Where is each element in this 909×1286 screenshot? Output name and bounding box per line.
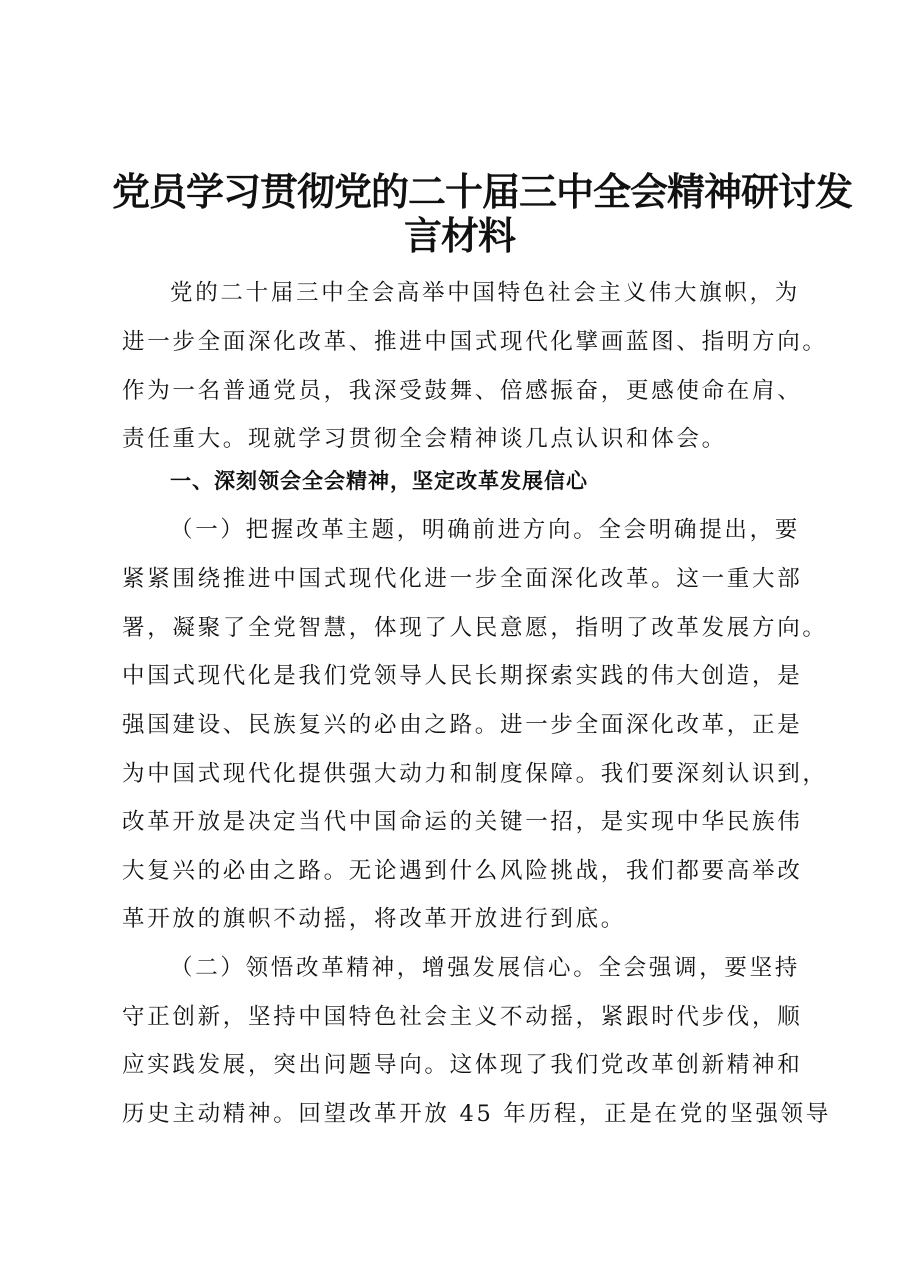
sub2-line-1: （二）领悟改革精神，增强发展信心。全会强调，要坚持 — [170, 955, 801, 981]
intro-line-4: 责任重大。现就学习贯彻全会精神谈几点认识和体会。 — [122, 426, 727, 452]
sub2-line-3: 应实践发展，突出问题导向。这体现了我们党改革创新精神和 — [122, 1052, 803, 1078]
sub1-line-2: 紧紧围绕推进中国式现代化进一步全面深化改革。这一重大部 — [122, 566, 803, 592]
document-title-line-1: 党员学习贯彻党的二十届三中全会精神研讨发 — [112, 169, 853, 214]
sub2-line-4: 历史主动精神。回望改革开放 45 年历程，正是在党的坚强领导 — [122, 1101, 831, 1127]
sub1-line-3: 署，凝聚了全党智慧，体现了人民意愿，指明了改革发展方向。 — [122, 615, 828, 641]
intro-line-1: 党的二十届三中全会高举中国特色社会主义伟大旗帜，为 — [170, 280, 801, 306]
document-title-line-2: 言材料 — [403, 213, 515, 258]
sub1-line-9: 革开放的旗帜不动摇，将改革开放进行到底。 — [122, 906, 627, 932]
sub1-line-8: 大复兴的必由之路。无论遇到什么风险挑战，我们都要高举改 — [122, 858, 803, 884]
sub1-line-5: 强国建设、民族复兴的必由之路。进一步全面深化改革，正是 — [122, 712, 803, 738]
sub2-line-2: 守正创新，坚持中国特色社会主义不动摇，紧跟时代步伐，顺 — [122, 1004, 803, 1030]
intro-line-3: 作为一名普通党员，我深受鼓舞、倍感振奋，更感使命在肩、 — [122, 378, 803, 404]
sub1-line-6: 为中国式现代化提供强大动力和制度保障。我们要深刻认识到， — [122, 761, 828, 787]
section-1-heading: 一、深刻领会全会精神，坚定改革发展信心 — [170, 469, 588, 493]
sub1-line-7: 改革开放是决定当代中国命运的关键一招，是实现中华民族伟 — [122, 809, 803, 835]
sub1-line-4: 中国式现代化是我们党领导人民长期探索实践的伟大创造，是 — [122, 663, 803, 689]
intro-line-2: 进一步全面深化改革、推进中国式现代化擘画蓝图、指明方向。 — [122, 329, 828, 355]
sub1-line-1: （一）把握改革主题，明确前进方向。全会明确提出，要 — [170, 517, 801, 543]
